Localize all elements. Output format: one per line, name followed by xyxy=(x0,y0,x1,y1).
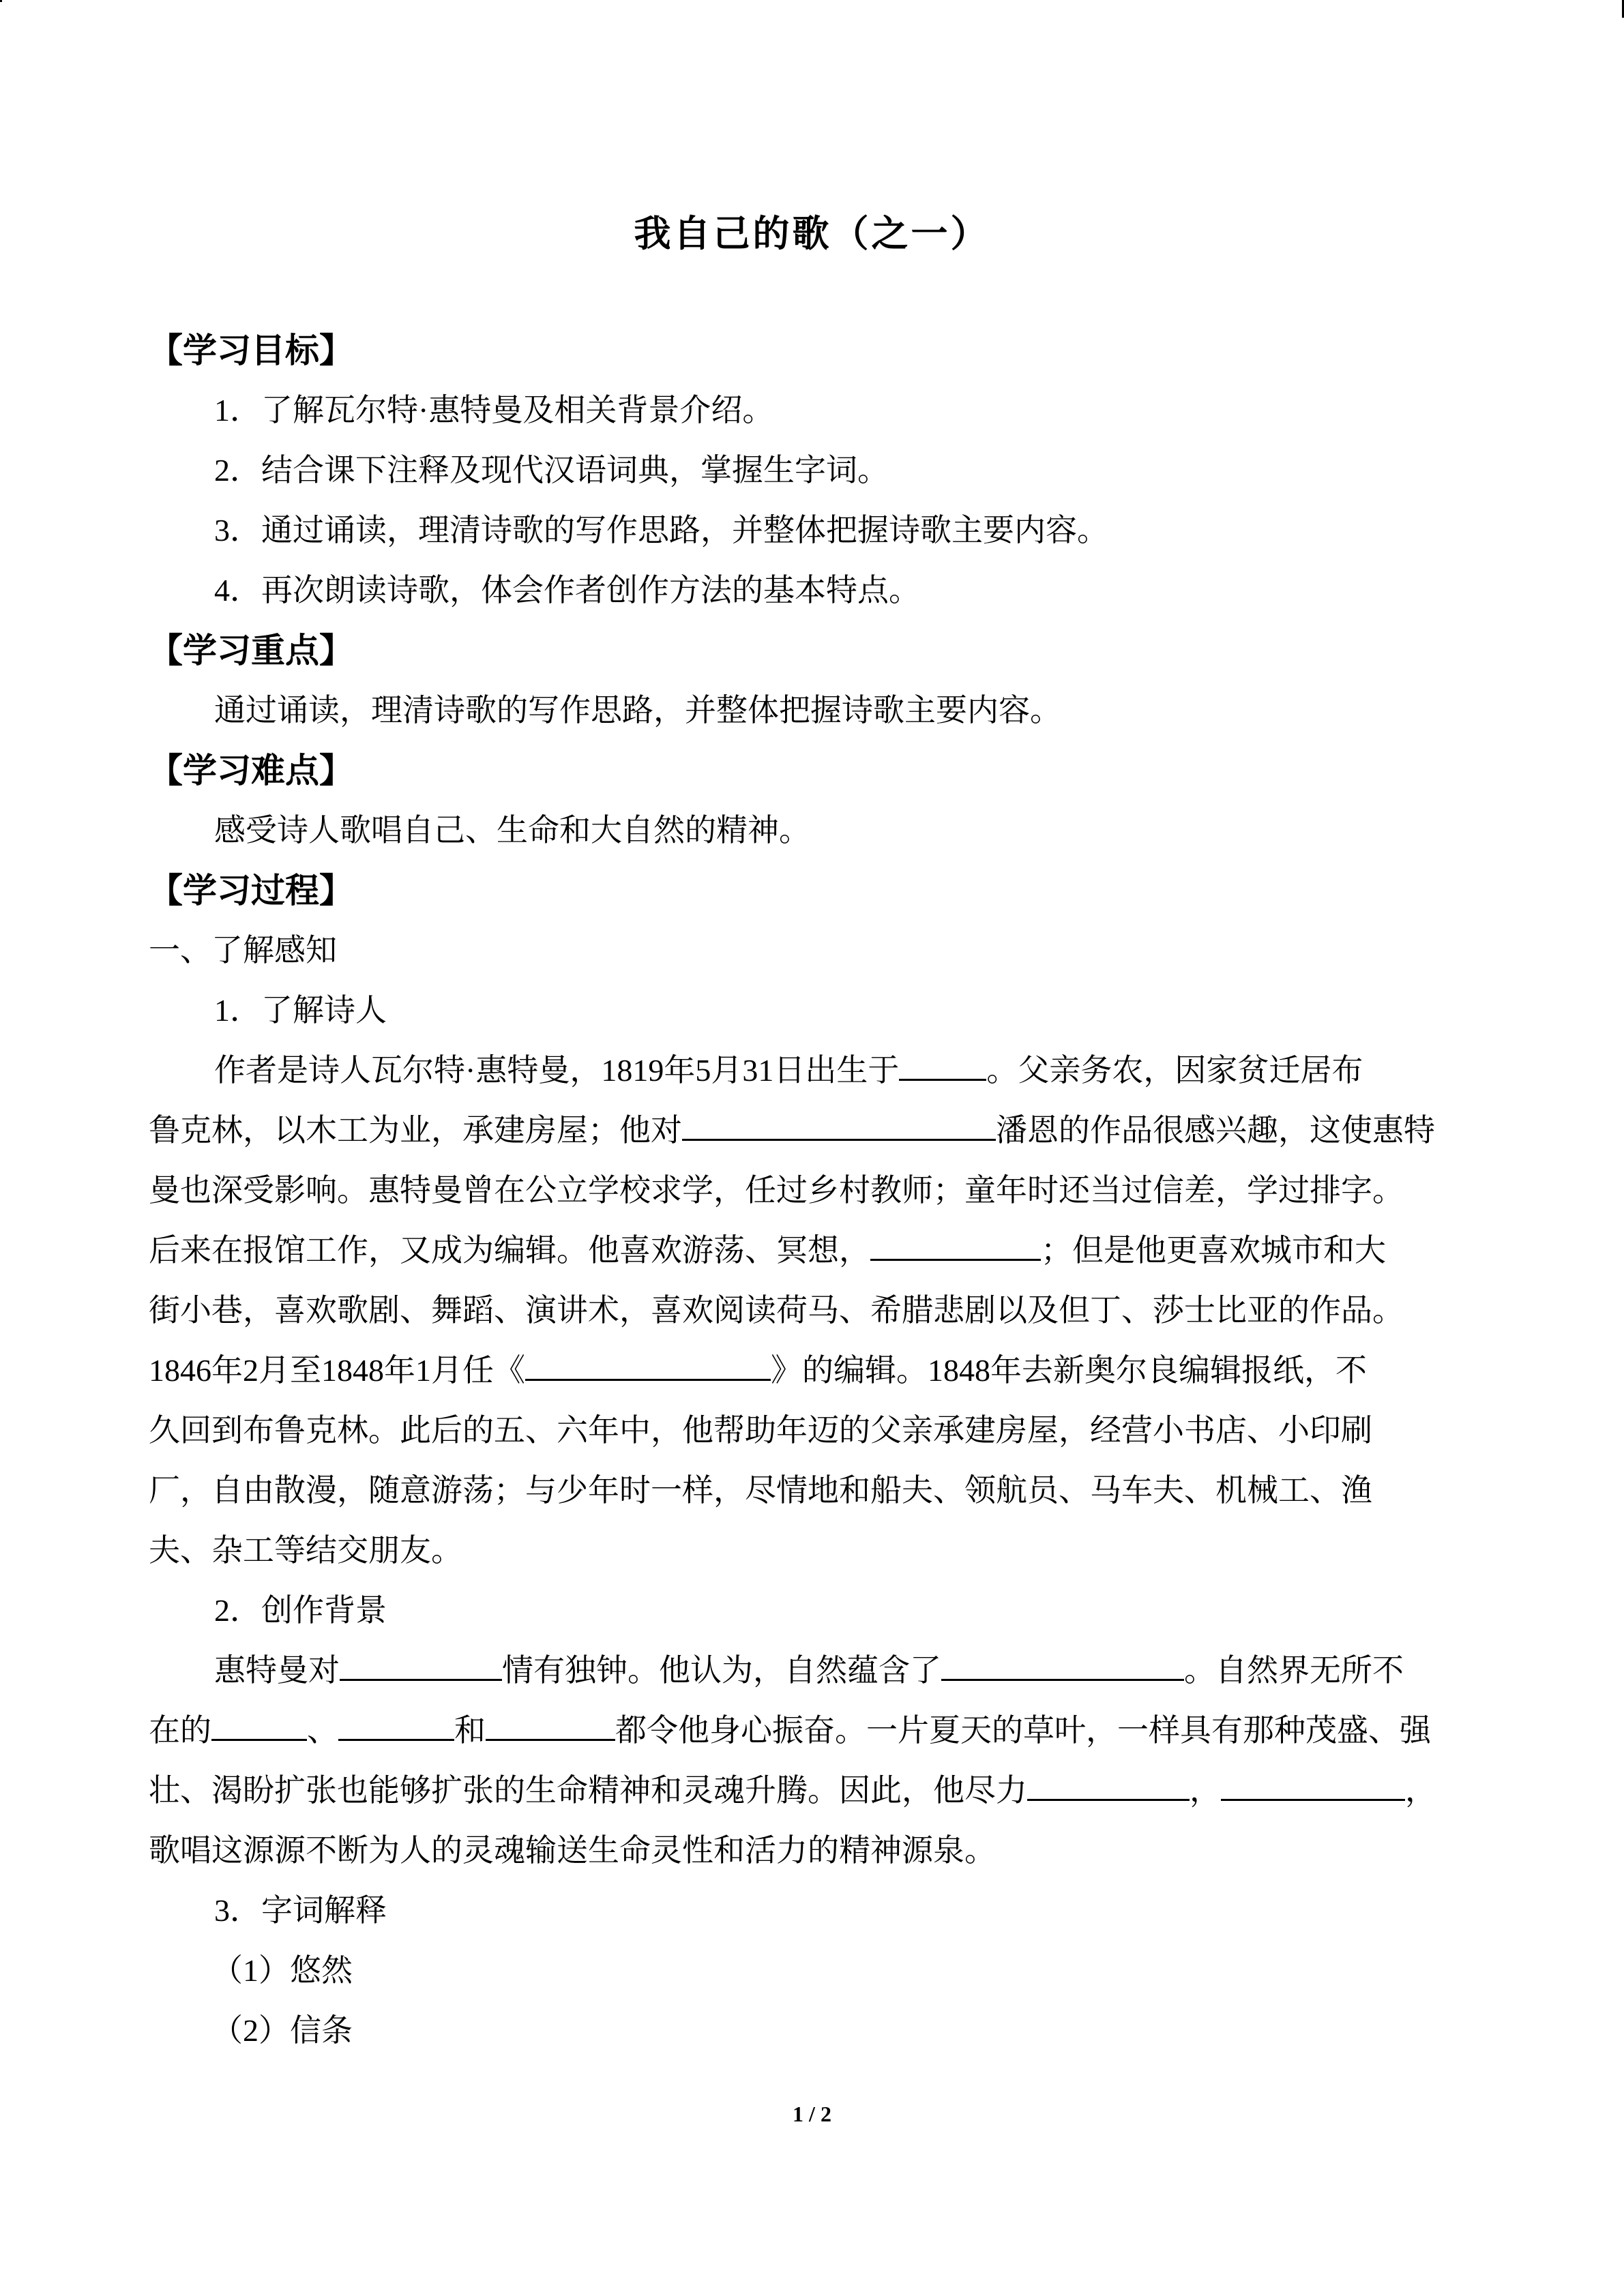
poet-text: 后来在报馆工作，又成为编辑。他喜欢游荡、冥想， xyxy=(149,1233,870,1268)
birthplace-blank[interactable] xyxy=(899,1049,986,1081)
background-text: 情有独钟。他认为，自然蕴含了 xyxy=(502,1653,941,1688)
element-blank-1[interactable] xyxy=(211,1709,307,1741)
poet-paragraph-line: 夫、杂工等结交朋友。 xyxy=(149,1533,462,1568)
goal-item-4: 4．再次朗读诗歌，体会作者创作方法的基本特点。 xyxy=(214,573,920,608)
hobby-blank[interactable] xyxy=(870,1229,1041,1261)
element-blank-2[interactable] xyxy=(338,1709,454,1741)
nature-blank[interactable] xyxy=(340,1649,502,1681)
background-text: 惠特曼对 xyxy=(214,1653,340,1688)
goal-item-1: 1．了解瓦尔特·惠特曼及相关背景介绍。 xyxy=(214,393,774,428)
background-text: ， xyxy=(1405,1773,1436,1808)
goals-heading: 【学习目标】 xyxy=(149,331,353,370)
goal-item-2: 2．结合课下注释及现代汉语词典，掌握生字词。 xyxy=(214,453,889,488)
background-text: 和 xyxy=(454,1713,486,1748)
poet-text: 1846年2月至1848年1月任《 xyxy=(149,1353,525,1388)
poet-paragraph-line xyxy=(149,1041,1479,1101)
background-paragraph-line xyxy=(149,1641,1479,1701)
poet-text: 潘恩的作品很感兴趣，这使惠特 xyxy=(996,1113,1435,1148)
page-title: 我自己的歌（之一） xyxy=(634,212,990,255)
sub1-heading: 1．了解诗人 xyxy=(214,993,387,1028)
page-number: 1 / 2 xyxy=(793,2102,831,2126)
process-heading: 【学习过程】 xyxy=(149,871,353,910)
poet-text: 作者是诗人瓦尔特·惠特曼，1819年5月31日出生于 xyxy=(214,1053,900,1088)
background-text: 。自然界无所不 xyxy=(1184,1653,1404,1688)
poet-paragraph-line: 久回到布鲁克林。此后的五、六年中，他帮助年迈的父亲承建房屋，经营小书店、小印刷 xyxy=(149,1413,1372,1448)
newspaper-blank[interactable] xyxy=(525,1349,771,1381)
background-text: 都令他身心振奋。一片夏天的草叶，一样具有那种茂盛、强 xyxy=(615,1713,1431,1748)
poet-paragraph-line: 曼也深受影响。惠特曼曾在公立学校求学，任过乡村教师；童年时还当过信差，学过排字。 xyxy=(149,1173,1404,1208)
goal-item-3: 3．通过诵读，理清诗歌的写作思路，并整体把握诗歌主要内容。 xyxy=(214,513,1108,548)
background-text: 在的 xyxy=(149,1713,211,1748)
background-text: ， xyxy=(1190,1773,1221,1808)
poet-paragraph-line: 厂，自由散漫，随意游荡；与少年时一样，尽情地和船夫、领航员、马车夫、机械工、渔 xyxy=(149,1473,1372,1508)
background-paragraph-line xyxy=(149,1761,1479,1821)
sub3-heading: 3．字词解释 xyxy=(214,1893,387,1928)
sub2-heading: 2．创作背景 xyxy=(214,1593,387,1628)
background-paragraph-line: 歌唱这源源不断为人的灵魂输送生命灵性和活力的精神源泉。 xyxy=(149,1833,996,1868)
poet-paragraph-line xyxy=(149,1101,1479,1161)
influence-blank[interactable] xyxy=(682,1109,996,1141)
background-text: 壮、渴盼扩张也能够扩张的生命精神和灵魂升腾。因此，他尽力 xyxy=(149,1773,1027,1808)
focus-text: 通过诵读，理清诗歌的写作思路，并整体把握诗歌主要内容。 xyxy=(214,693,1061,728)
part1-heading: 一、了解感知 xyxy=(149,933,337,968)
poet-paragraph-line xyxy=(149,1341,1479,1401)
effort-blank-1[interactable] xyxy=(1027,1769,1190,1801)
poet-text: 》的编辑。1848年去新奥尔良编辑报纸，不 xyxy=(771,1353,1367,1388)
focus-heading: 【学习重点】 xyxy=(149,631,353,670)
effort-blank-2[interactable] xyxy=(1221,1769,1405,1801)
contains-blank[interactable] xyxy=(941,1649,1184,1681)
worksheet-content xyxy=(149,320,1479,2061)
poet-paragraph-line: 街小巷，喜欢歌剧、舞蹈、演讲术，喜欢阅读荷马、希腊悲剧以及但丁、莎士比亚的作品。 xyxy=(149,1293,1404,1328)
poet-paragraph-line xyxy=(149,1221,1479,1281)
poet-text: 。父亲务农，因家贫迁居布 xyxy=(986,1053,1363,1088)
difficulty-heading: 【学习难点】 xyxy=(149,751,353,790)
word-item-2: （2）信条 xyxy=(211,2013,353,2048)
crop-mark-top-left xyxy=(0,0,2,2)
element-blank-3[interactable] xyxy=(486,1709,615,1741)
difficulty-text: 感受诗人歌唱自己、生命和大自然的精神。 xyxy=(214,813,810,848)
word-item-1: （1）悠然 xyxy=(211,1953,353,1988)
poet-text: 鲁克林，以木工为业，承建房屋；他对 xyxy=(149,1113,682,1148)
background-text: 、 xyxy=(307,1713,338,1748)
background-paragraph-line xyxy=(149,1701,1479,1761)
poet-text: ；但是他更喜欢城市和大 xyxy=(1041,1233,1386,1268)
